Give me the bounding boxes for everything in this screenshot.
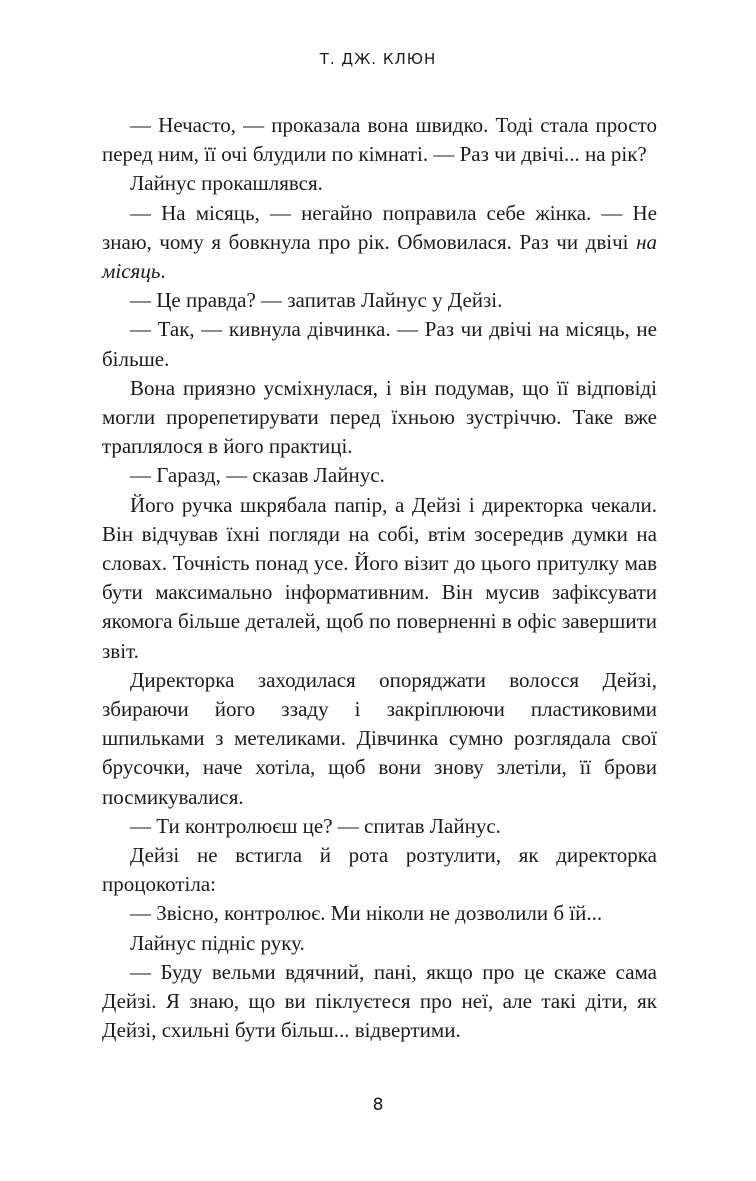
page-number: 8 xyxy=(372,1095,384,1115)
emphasis-text: на місяць xyxy=(102,229,657,284)
paragraph: Вона приязно усміхнулася, і він подумав, що її відповіді могли прорепетирувати перед їхньою зустріччю. Таке вже траплялося в його практиці. xyxy=(102,375,657,459)
paragraph: — Звісно, контролює. Ми ніколи не дозволили б їй... xyxy=(130,901,603,926)
paragraph xyxy=(102,199,657,287)
paragraph-tail: . xyxy=(160,259,166,284)
running-header: Т. ДЖ. КЛЮН xyxy=(319,50,437,68)
paragraph: Лайнус прокашлявся. xyxy=(130,171,323,196)
paragraph: — Ти контролюєш це? — спитав Лайнус. xyxy=(130,813,501,838)
paragraph: — Гаразд, — сказав Лайнус. xyxy=(130,463,385,488)
paragraph: — Так, — кивнула дівчинка. — Раз чи двічі на місяць, не більше. xyxy=(102,317,657,371)
paragraph: — Буду вельми вдячний, пані, якщо про це скаже сама Дейзі. Я знаю, що ви піклуєтеся про неї, але такі діти, як Дейзі, схильні бути більш... відвертими. xyxy=(102,959,657,1043)
paragraph: — Нечасто, — проказала вона швидко. Тоді стала просто перед ним, її очі блудили по кімнаті. — Раз чи двічі... на рік? xyxy=(102,113,657,167)
paragraph-text: — На місяць, — негайно поправила себе жінка. — Не знаю, чому я бовкнула про рік. Обмовилася. Раз чи двічі xyxy=(102,200,657,254)
paragraph: Дейзі не встигла й рота розтулити, як директорка процокотіла: xyxy=(102,843,657,897)
paragraph: — Це правда? — запитав Лайнус у Дейзі. xyxy=(130,288,503,313)
paragraph: Його ручка шкрябала папір, а Дейзі і директорка чекали. Він відчував їхні погляди на собі, втім зосередив думки на словах. Точність понад усе. Його візит до цього притулку мав бути максимально інформативним. Він мусив зафіксувати якомога більше деталей, щоб по поверненні в офіс завершити звіт. xyxy=(102,492,657,663)
body-text xyxy=(102,111,657,1046)
paragraph: Лайнус підніс руку. xyxy=(130,930,305,955)
paragraph: Директорка заходилася опоряджати волосся Дейзі, збираючи його ззаду і закріплюючи пластиковими шпильками з метеликами. Дівчинка сумно розглядала свої брусочки, наче хотіла, щоб вони знову злетіли, її брови посмикувалися. xyxy=(102,667,657,809)
